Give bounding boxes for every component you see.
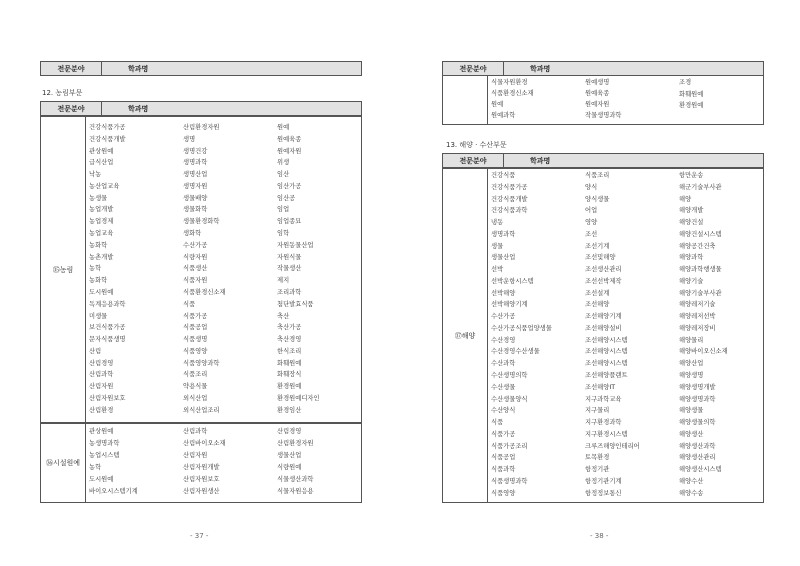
list-item: 조선해양플랜트 (585, 372, 628, 380)
list-item: 축산 (277, 312, 290, 320)
dept-header: 학과명 (102, 102, 362, 116)
list-item: 식품환경신소재 (491, 90, 534, 97)
list-item: 해군기술부사관 (679, 183, 722, 191)
list-item: 도시원예 (89, 288, 114, 296)
list-item: 산림환경자원 (277, 440, 314, 447)
list-item: 산림자원 (183, 452, 208, 459)
list-item: 건강식품과학 (491, 207, 528, 215)
list-item: 냉동 (491, 219, 504, 227)
list-item: 원예육종 (585, 90, 610, 97)
list-item: 생물산업 (277, 452, 302, 459)
page-38 (400, 0, 800, 566)
list-item: 조선해양IT (585, 383, 616, 391)
list-item: 해양바이오신소재 (679, 348, 728, 356)
list-item: 관상원예 (89, 147, 114, 155)
list-item: 원예과학 (491, 112, 516, 119)
list-item: 선박해양 (491, 289, 516, 297)
list-item: 화훼원예 (277, 359, 302, 367)
list-item: 해양생산관리 (679, 454, 716, 462)
field-label-empty (443, 76, 488, 124)
list-item: 산림환경 (89, 406, 114, 414)
field-label-ocean: ㊲해양 (443, 169, 488, 502)
farm-section (40, 116, 362, 423)
list-item: 위생 (277, 159, 290, 167)
list-item: 생물 (491, 242, 504, 250)
list-item: 수산가공 (491, 313, 516, 321)
list-item: 식품공업 (491, 454, 516, 462)
list-item: 산림자원보호 (89, 394, 126, 402)
list-item: 해양생산과학 (679, 442, 716, 450)
list-item: 환경원예 (277, 383, 302, 391)
list-item: 미생물 (89, 312, 108, 320)
ocean-col-1 (491, 172, 585, 498)
continued-section (442, 75, 764, 125)
list-item: 작물생명과학 (585, 112, 622, 119)
top-header-table (442, 61, 764, 76)
list-item: 해양생명개발 (679, 383, 716, 391)
list-item: 수산가공 (183, 241, 208, 249)
list-item: 식품영양 (183, 347, 208, 355)
list-item: 농생물 (89, 194, 108, 202)
list-item: 농업교육 (89, 230, 114, 238)
list-item: 환경원예디자인 (277, 394, 320, 402)
list-item: 해양생명과학 (679, 395, 716, 403)
list-item: 식품조리 (183, 371, 208, 379)
list-item: 해양레저선박 (679, 313, 716, 321)
field-header: 전문분야 (443, 62, 504, 76)
list-item: 생명산업 (183, 171, 208, 179)
continued-col-1 (491, 79, 585, 120)
list-item: 급식산업 (89, 159, 114, 167)
facility-section (40, 423, 362, 503)
list-item: 원예자원 (277, 147, 302, 155)
list-item: 조선해양시스템 (585, 360, 628, 368)
list-item: 생화학 (183, 230, 202, 238)
dept-header: 학과명 (504, 62, 764, 76)
list-item: 어업 (585, 207, 598, 215)
list-item: 해양개발 (679, 207, 704, 215)
list-item: 영양 (585, 219, 598, 227)
list-item: 해양수산 (679, 477, 704, 485)
list-item: 생명건강 (183, 147, 208, 155)
list-item: 식량자원 (183, 253, 208, 261)
list-item: 임산 (277, 171, 290, 179)
list-item: 식품가공조리 (491, 442, 528, 450)
list-item: 외식산업조리 (183, 406, 220, 414)
list-item: 임학 (277, 230, 290, 238)
facility-col-1 (89, 428, 183, 496)
list-item: 자원식물 (277, 253, 302, 261)
list-item: 해양생명 (679, 372, 704, 380)
list-item: 원예육종 (277, 135, 302, 143)
list-item: 원예 (491, 101, 504, 108)
continued-dept-grid (491, 79, 763, 120)
list-item: 수산양식 (491, 407, 516, 415)
list-item: 작물생산 (277, 265, 302, 273)
list-item: 항정기관 (585, 466, 610, 474)
list-item: 자원동물산업 (277, 241, 314, 249)
ocean-col-3 (679, 172, 763, 498)
list-item: 생명 (183, 135, 196, 143)
list-item: 산림경영 (89, 359, 114, 367)
list-item: 건강식품개발 (491, 195, 528, 203)
facility-col-3 (277, 428, 361, 496)
field-header: 전문분야 (443, 154, 504, 168)
ocean-col-2 (585, 172, 679, 498)
ocean-dept-grid (491, 172, 763, 498)
list-item: 식품환경신소재 (183, 288, 226, 296)
list-item: 생물배양 (183, 194, 208, 202)
list-item: 독계응용과학 (89, 300, 126, 308)
list-item: 식품생명 (183, 336, 208, 344)
list-item: 양식생물 (585, 195, 610, 203)
list-item: 식물자원환경 (491, 79, 528, 86)
list-item: 식량원예 (277, 464, 302, 471)
list-item: 산림경영 (277, 428, 302, 435)
list-item: 산림과학 (89, 371, 114, 379)
list-item: 해양산업 (679, 360, 704, 368)
list-item: 해양기술부사관 (679, 289, 722, 297)
list-item: 해양생산시스템 (679, 466, 722, 474)
list-item: 축산가공 (277, 324, 302, 332)
field-label-facility: ㊱시설원예 (41, 424, 86, 502)
list-item: 첨단발효식품 (277, 300, 314, 308)
list-item: 화훼장식 (277, 371, 302, 379)
list-item: 생물화학 (183, 206, 208, 214)
list-item: 조선생산관리 (585, 266, 622, 274)
list-item: 식품 (183, 300, 196, 308)
list-item: 생명자원 (183, 182, 208, 190)
list-item: 해양과학 (679, 254, 704, 262)
list-item: 수산경영 (491, 336, 516, 344)
list-item: 수산경영수산생물 (491, 348, 540, 356)
list-item: 해양건설시스템 (679, 230, 722, 238)
list-item: 임업 (277, 206, 290, 214)
list-item: 항정기관기계 (585, 477, 622, 485)
dept-header: 학과명 (102, 62, 362, 76)
list-item: 항정정보통신 (585, 489, 622, 497)
list-item: 식품가공 (183, 312, 208, 320)
farm-col-3 (277, 124, 361, 415)
list-item: 산림바이오소재 (183, 440, 226, 447)
list-item: 식품영양과학 (183, 359, 220, 367)
list-item: 보건식품가공 (89, 324, 126, 332)
farm-col-1 (89, 124, 183, 415)
list-item: 조선해양시스템 (585, 348, 628, 356)
list-item: 조선해양시스템 (585, 336, 628, 344)
list-item: 식물자원응용 (277, 488, 314, 495)
list-item: 지구물리 (585, 407, 610, 415)
list-item: 관상원예 (89, 428, 114, 435)
facility-dept-grid (89, 428, 361, 496)
list-item: 식품생산 (183, 265, 208, 273)
list-item: 항만운송 (679, 172, 704, 179)
list-item: 조선및해양 (585, 254, 616, 262)
list-item: 농학 (89, 265, 102, 273)
list-item: 산림자원생산 (183, 488, 220, 495)
list-item: 크루즈해양인테리어 (585, 442, 640, 450)
list-item: 한식조리 (277, 347, 302, 355)
list-item: 농화학 (89, 241, 108, 249)
list-item: 해양과학행생물 (679, 266, 722, 274)
list-item: 조선 (585, 230, 598, 238)
list-item: 임산가공 (277, 182, 302, 190)
page-number: - 38 - (590, 532, 609, 540)
list-item: 문자식품생명 (89, 336, 126, 344)
top-header-table (40, 61, 362, 76)
farm-col-2 (183, 124, 277, 415)
list-item: 토목환경 (585, 454, 610, 462)
list-item: 선박운항시스템 (491, 277, 534, 285)
list-item: 지구과학교육 (585, 395, 622, 403)
list-item: 식품공업 (183, 324, 208, 332)
list-item: 농생명과학 (89, 440, 120, 447)
agri-header-table (40, 101, 362, 116)
list-item: 조선해양기계 (585, 313, 622, 321)
list-item: 해양생물의학 (679, 419, 716, 427)
list-item: 해양공간건축 (679, 242, 716, 250)
list-item: 농촌개발 (89, 253, 114, 261)
page-number: - 37 - (190, 532, 209, 540)
list-item: 수산가공식품업양생물 (491, 324, 552, 332)
list-item: 해양 (679, 195, 692, 203)
list-item: 건강식품 (491, 172, 516, 179)
list-item: 농산업교육 (89, 182, 120, 190)
list-item: 화훼원예 (679, 90, 704, 98)
list-item: 환경임산 (277, 406, 302, 414)
list-item: 산림과학 (183, 428, 208, 435)
list-item: 산림자원개발 (183, 464, 220, 471)
section-title-ocean: 13. 해양 · 수산부문 (446, 141, 507, 149)
list-item: 생명과학 (183, 159, 208, 167)
list-item: 선박 (491, 266, 504, 274)
list-item: 수산과학 (491, 360, 516, 368)
list-item: 농학 (89, 464, 102, 471)
continued-col-2 (585, 79, 679, 120)
list-item: 건강식품개발 (89, 135, 126, 143)
facility-col-2 (183, 428, 277, 496)
list-item: 생물환경화학 (183, 218, 220, 226)
list-item: 낙농 (89, 171, 102, 179)
list-item: 식품생명과학 (491, 477, 528, 485)
list-item: 생명과학 (491, 230, 516, 238)
list-item: 임산공 (277, 194, 296, 202)
list-item: 약용식물 (183, 383, 208, 391)
list-item: 수산생물 (491, 383, 516, 391)
list-item: 산림자원 (89, 383, 114, 391)
list-item: 조선기계 (585, 242, 610, 250)
field-header: 전문분야 (41, 62, 102, 76)
ocean-section (442, 168, 764, 503)
list-item: 농화학 (89, 277, 108, 285)
list-item: 해양건설 (679, 219, 704, 227)
list-item: 원예 (277, 124, 290, 131)
section-title-agri: 12. 농림부문 (42, 89, 83, 97)
field-label-farm: ㉟농림 (41, 117, 86, 422)
ocean-header-table (442, 153, 764, 168)
list-item: 생물산업 (491, 254, 516, 262)
list-item: 산림환경자원 (183, 124, 220, 131)
list-item: 식품영양 (491, 489, 516, 497)
list-item: 식품가공 (491, 430, 516, 438)
list-item: 지구환경시스템 (585, 430, 628, 438)
continued-col-3 (679, 79, 763, 120)
list-item: 수산생명의학 (491, 372, 528, 380)
list-item: 식품과학 (491, 466, 516, 474)
list-item: 식품조리 (585, 172, 610, 179)
list-item: 환경원예 (679, 102, 704, 109)
list-item: 산림 (89, 347, 102, 355)
list-item: 해양기술 (679, 277, 704, 285)
list-item: 도시원예 (89, 476, 114, 483)
field-header: 전문분야 (41, 102, 102, 116)
list-item: 원예생명 (585, 79, 610, 86)
list-item: 식품 (491, 419, 504, 427)
list-item: 임업종묘 (277, 218, 302, 226)
list-item: 농업경제 (89, 218, 114, 226)
list-item: 해양수송 (679, 489, 704, 497)
list-item: 해양생물 (679, 407, 704, 415)
list-item: 건강식품가공 (491, 183, 528, 191)
list-item: 해양생산 (679, 430, 704, 438)
list-item: 산림자원보호 (183, 476, 220, 483)
list-item: 해양레저기술 (679, 301, 716, 309)
list-item: 해양물리 (679, 336, 704, 344)
list-item: 농업개발 (89, 206, 114, 214)
dept-header: 학과명 (504, 154, 764, 168)
list-item: 식물생산과학 (277, 476, 314, 483)
list-item: 제지 (277, 277, 290, 285)
list-item: 조선설계 (585, 289, 610, 297)
list-item: 조경 (679, 79, 692, 86)
list-item: 외식산업 (183, 394, 208, 402)
farm-dept-grid (89, 124, 361, 415)
list-item: 선박해양기계 (491, 301, 528, 309)
list-item: 식품자원 (183, 277, 208, 285)
list-item: 원예자원 (585, 101, 610, 108)
list-item: 건강식품가공 (89, 124, 126, 131)
list-item: 조선해양설비 (585, 324, 622, 332)
list-item: 바이오시스템기계 (89, 488, 138, 495)
list-item: 조선해양 (585, 301, 610, 309)
list-item: 지구환경과학 (585, 419, 622, 427)
list-item: 농업시스템 (89, 452, 120, 459)
list-item: 조리과학 (277, 288, 302, 296)
list-item: 양식 (585, 183, 598, 191)
list-item: 해양레저장비 (679, 324, 716, 332)
list-item: 조선선박제작 (585, 277, 622, 285)
list-item: 수산생물양식 (491, 395, 528, 403)
list-item: 축산경영 (277, 336, 302, 344)
